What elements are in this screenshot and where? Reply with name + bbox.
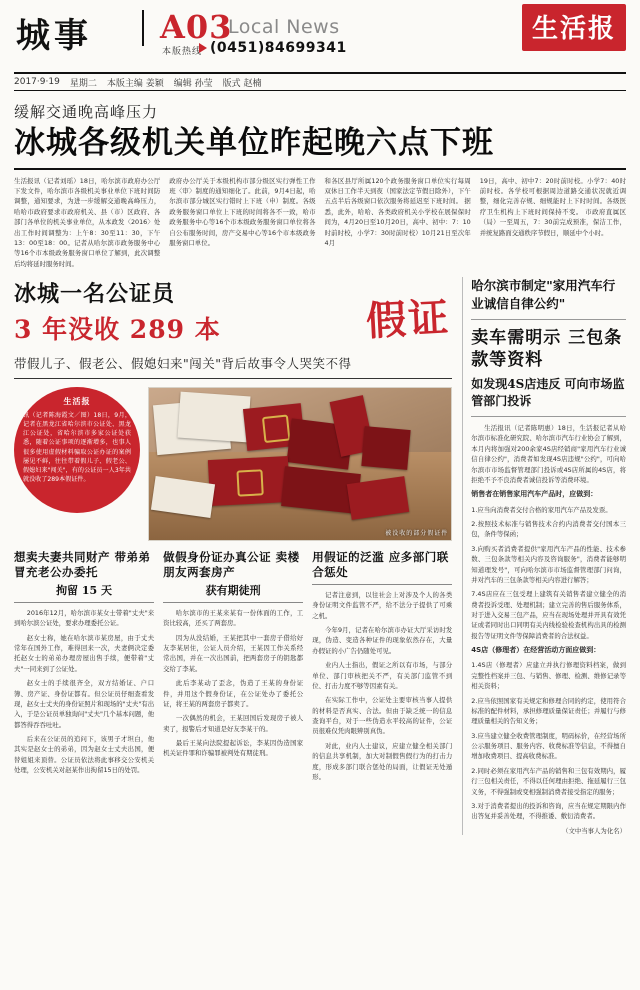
paragraph: 最后王某向法院提起诉讼，李某因伪造国家机关证件罪和诈骗罪被判处有期徒刑。 — [163, 739, 304, 758]
substory-head: 做假身份证办真公证 卖楼朋友两套房产 — [163, 550, 300, 579]
feature-photo-row — [14, 387, 452, 541]
paragraph: 因为从没结婚，王某把其中一套房子借给好友李某居住，公证人员介绍，王某因工作关系经常出国，并在一次出国前，把两套房子的钥匙都交给了李某。 — [163, 633, 304, 673]
photo-red-booklet — [361, 426, 410, 470]
lead-column: 和各区县厅所属120个政务服务窗口单位实行每周双休日工作半天到夜（国家法定节假日除外），下午五点半后各级窗口依次服务将延迟至下班时间。 据悉，此外，哈哈、各类政府机关小学校在展保保时间为，4月20日至10月20日，高中、初中：7：10时前时校，小学7：30时前时校）10月21日至次年4月 — [324, 176, 471, 247]
paragraph: 此后李某动了歪念，伪造了王某的身份证件，并用这个假身份证，在公证处办了委托公证，将王某的两套房子都卖了。 — [163, 679, 304, 708]
feature-stamp-word: 假证 — [365, 293, 452, 346]
paragraph: 生活报讯（记者陈明惠）18日，生活报记者从哈尔滨市标准化研究院、哈尔滨市汽车行业协会了解到，本月内将加强对200余家4S店经销商"家用汽车行业诚信自律公约"，消费者如发现4S店违规"公约"，可向哈尔滨市市场监督管理部门投诉或4S店所属的4S店，将拒绝不予不良消费者诚信投诉等消费环境。 — [471, 424, 626, 484]
middle-band — [14, 277, 626, 835]
issue-date: 2017·9·19 — [14, 77, 60, 87]
paragraph: 2.应当依照国家有关规定和修理合同的约定，使用符合标准的配件材料，承担修理质量保证责任；并履行与修理质量相关的告知义务； — [471, 696, 626, 726]
issue-info-strip — [14, 74, 626, 91]
hotline-number: (0451)84699341 — [210, 40, 347, 56]
feature-substories — [14, 550, 452, 786]
page-english-title: Local News — [228, 16, 340, 38]
paragraph: 对此，业内人士建议，应建立健全相关部门的信息共享机制，加大对制假售假行为的打击力度，形成多部门联合惩处的局面，让假证无处遁形。 — [312, 741, 453, 781]
substory-rule — [14, 602, 154, 603]
rail-section-title: 销售者在销售家用汽车产品时，应做到： — [471, 490, 598, 499]
substory-rule — [163, 602, 303, 603]
photo-red-booklet — [208, 456, 290, 506]
rail-section-title: 4S店（修理者）在经营活动方面应做到： — [471, 646, 601, 655]
paragraph: 3.向购买者消费者提供"家用汽车产品的性能、技术参数、三包条款等相关内容及咨询服务"，消费者能够明知道理发号"，可向哈尔滨市市场监督管理部门问询，并对汽车的三包条款等相关内容进行解答； — [471, 544, 626, 584]
page-code: A03 — [160, 8, 233, 46]
rail-rule — [471, 416, 626, 417]
substory — [163, 550, 303, 786]
paragraph: 2.按照技术标准与销售技术合约内消费者交付国本三包，条件等保函； — [471, 520, 626, 539]
rail-rule — [471, 319, 626, 320]
paragraph: 在实际工作中，公证处主要审核当事人提供的材料是否真实、合法。但由于缺乏统一的信息查询平台，对于一些伪造水平较高的证件，公证员很难仅凭肉眼辨别真伪。 — [312, 696, 453, 736]
feature-deck: 带假儿子、假老公、假媳妇来"闯关"背后故事令人哭笑不得 — [14, 356, 352, 372]
photo-caption: 被没收的部分假证件 — [385, 530, 449, 538]
feature-blurb-source: 生活报 — [63, 397, 91, 407]
rail-headline: 卖车需明示 三包条款等资料 — [471, 328, 623, 371]
substory-body — [163, 608, 303, 759]
issue-weekday: 星期二 — [69, 78, 97, 89]
substory-rule — [312, 584, 452, 585]
photo-seal-icon — [262, 415, 291, 444]
feature-headline-line1: 冰城一名公证员 — [14, 281, 176, 308]
paragraph: 后来在公证员的追问下，该男子才坦白，他其实是赵女士的弟弟，因为赵女士丈夫出国，便替姐姐来顶替。公证员依法将此事移交公安机关处理，公安机关对赵某作出拘留15日的处罚。 — [14, 735, 155, 775]
paragraph: 一次偶然的机会，王某回国后发现房子被人卖了，报警后才知道是好友李某干的。 — [163, 714, 304, 733]
lead-column: 政府办公厅关于本级机构市部分级区实行弹性工作班〈审〉制度的通知细化了。此前，9月4日起，哈尔滨市部分城区实行错时上下班（申）制度。各级政务服务窗口单位上下班的时间将各不一致，哈市政务服务中心等16个市本级政务服务窗口单位将各自公布服务时间，房产交易中心等16个市本级政务服务窗口单位。 — [169, 176, 316, 247]
lead-kicker: 缓解交通晚高峰压力 — [14, 103, 159, 121]
rail-title: 哈尔滨市制定"家用汽车行业诚信自律公约" — [471, 278, 616, 312]
issue-editor: 编辑 孙莹 — [173, 78, 213, 89]
lead-column: 生活报讯（记者刘瑶）18日，哈尔滨市政府办公厅下发文件，哈尔滨市各级机关事业单位下班时间防调整，通知要求，为进一步缓解交通晚高峰压力，哈哈市政府要求市政府机关、县（市）区政府、各部门各单位的机关事业单位，从本政发〈2016〉处出工作时间调整为：上午8：30至11：30，下午13：00至18：00。记者从哈尔滨市政务服务中心等16个市本级政务服务窗口单位了解到，此次调整后均将延时服务时间。 — [14, 176, 161, 268]
paragraph: 哈尔滨市的王某来某有一份体面的工作，工资比较高，还买了两套房。 — [163, 608, 304, 628]
issue-editor-chief: 本版主编 姜颖 — [106, 78, 164, 89]
feature-rule — [14, 378, 452, 379]
paragraph: 2.同时必须在家用汽车产品的销售和三包有效期内，履行三包相关责任，不得以任何理由拒绝、拖延履行三包义务，不得强制或变相强制消费者接受指定的服务； — [471, 766, 626, 796]
feature-story — [14, 277, 452, 835]
paragraph: 记者注意到，以往社会上对涉及个人的各类身份证明文件监管不严，给不法分子提供了可乘之机。 — [312, 590, 453, 620]
paragraph: 3.对于消费者提出的投诉和咨询，应当在规定期限内作出答复并妥善处理，不得推诿、敷衍消费者。 — [471, 801, 626, 821]
substory — [14, 550, 154, 786]
rail-body — [471, 423, 626, 822]
lead-column: 19日，高中、初中7：20时前时校。小学7：40时前时校。各学校可根据周边道路交通状况就近调整，细化完善存规、细规能时上下时时间。各级医疗卫生机构上下班时间保持不变。 市政府直属区（局）一至周五，7：30前完成预准，保洁工作，并统复路面交通秩序节假日，顺延中个小时。 — [479, 176, 626, 237]
paragraph: 3.应当建立健全收费管理制度，明码标价，在经营场所公示服务项目、服务内容、收费标准等信息，不得擅自增加收费项目、提高收费标准。 — [471, 731, 626, 761]
photo-document — [177, 392, 250, 443]
substory-body — [312, 590, 452, 782]
substory-head: 想卖夫妻共同财产 带弟弟冒充老公办委托 — [14, 550, 151, 579]
rail-endnote: （文中当事人为化名） — [562, 826, 626, 835]
paragraph: 今年9月，记者在哈尔滨市办证大厅采访时发现，伪造、变造各种证件的现象依然存在，大量办假证的小广告仍随处可见。 — [312, 626, 453, 655]
lead-headline: 冰城各级机关单位昨起晚六点下班 — [14, 125, 494, 161]
feature-blurb-text: 讯（记者陈海霞文／图）18日，9月，记者在黑龙江省哈尔滨市公证处、黑龙江公证处，省哈尔滨市多家公证处获悉，随着公证事项的逐渐增多，也事人 很多使用虚假材料骗取公证办证的案例屡见不鲜，往往带着假儿子、假老公、假媳妇来"闯关"，有的公证员一人3年共就没收了289本假证件。 — [23, 412, 131, 483]
right-rail — [462, 277, 626, 835]
feature-headline-line2-text: 3 年没收 289 本 — [14, 315, 221, 345]
paragraph: 业内人士指出，假证之所以有市场，与部分单位、部门审核把关不严，有关部门监管不到位、打击力度不够等因素有关。 — [312, 661, 453, 690]
paragraph: 1.应当向消费者交付合格的家用汽车产品及发票。 — [471, 505, 612, 514]
hotline-label: 本版热线 — [162, 47, 203, 57]
photo-seal-icon — [236, 469, 263, 496]
section-title: 城事 — [16, 16, 92, 56]
substory-sub: 拘留 15 天 — [56, 583, 113, 597]
masthead — [14, 0, 626, 74]
issue-designer: 版式 赵楠 — [222, 78, 262, 89]
paragraph: 7.4S店应在三包受理上建筑有关销售者建立健全的消费者投诉受理、处理机制；建立完善的售后服务体系，对于进入交易三包产品，应当在现场处理并开具有效凭证或者同时出口同明有关内线检验检查机构出具的检测报告等证明文件等保障消费者的合法权益。 — [471, 590, 626, 640]
rail-subhead: 如发现4S店违反 可向市场监管部门投诉 — [471, 377, 625, 409]
substory — [312, 550, 452, 786]
paragraph: 1.4S店（修理者）应建立并执行修理资料档案，做到完整性档案并三包、与销售、修理、检测、维修记录等相关资料； — [471, 661, 626, 691]
feature-red-blurb — [14, 387, 140, 513]
feature-photo — [148, 387, 452, 541]
masthead-divider — [142, 10, 144, 46]
headline-rule — [14, 168, 626, 170]
paragraph: 赵女士称，她在哈尔滨市某房屋，由于丈夫常年在国外工作，难得回来一次，夫妻俩决定委托赵女士的弟弟办理房屋出售手续，便带着"丈夫"一同来到了公证处。 — [14, 633, 155, 673]
lead-body — [14, 176, 626, 269]
paragraph: 赵女士的手续很齐全，双方结婚证、户口簿、房产证、身份证都有。但公证员仔细查看发现，赵女士丈夫的身份证照片和现场的"丈夫"有出入，于是公证员单独询问"丈夫"几个基本问题，他都答得吞吞吐吐。 — [14, 679, 155, 729]
substory-sub: 获有期徒刑 — [205, 583, 261, 597]
paragraph: 2016年12月，哈尔滨市某女士带着"丈夫"来到哈尔滨公证处，要求办理委托公证。 — [14, 608, 155, 628]
play-triangle-icon — [199, 43, 207, 53]
substory-body — [14, 608, 154, 776]
substory-head: 用假证的泛滥 应多部门联合惩处 — [312, 550, 449, 579]
newspaper-logo: 生活报 — [522, 4, 626, 51]
